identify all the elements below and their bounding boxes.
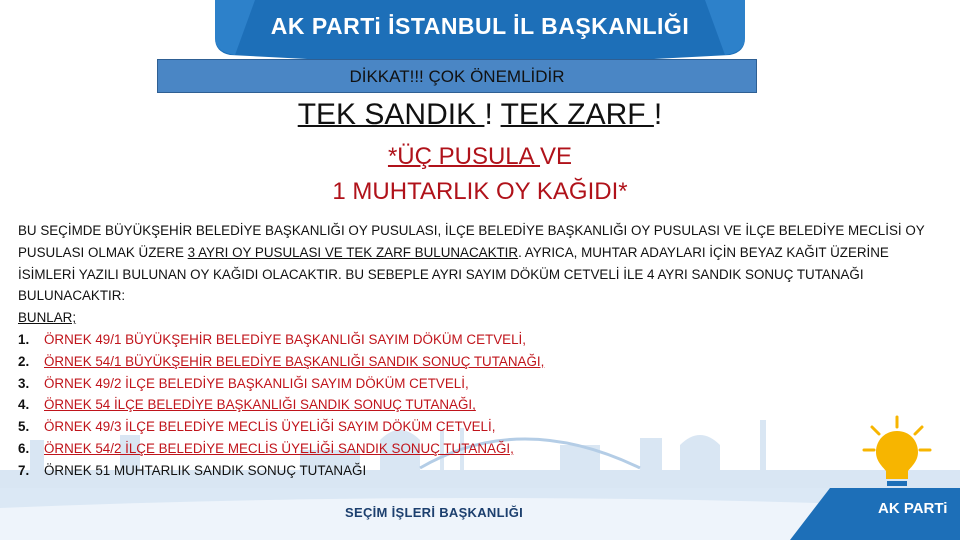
intro-paragraph bbox=[18, 220, 943, 307]
intro-text-underlined: 3 AYRI OY PUSULASI VE TEK ZARF BULUNACAKTIR bbox=[187, 244, 519, 260]
list-title: BUNLAR; bbox=[18, 310, 77, 326]
headline-part-ve: VE bbox=[540, 143, 573, 170]
headline-muhtarlik: 1 MUHTARLIK OY KAĞIDI* bbox=[332, 178, 628, 205]
tutanak-list bbox=[18, 329, 943, 482]
headline-part-tek-zarf: TEK ZARF bbox=[500, 98, 654, 131]
intro-text-c: . AYRICA, MUHTAR ADAYLARI İÇİN BEYAZ KAĞIT ÜZERİNE İSİMLERİ YAZILI BULUNAN OY KAĞIDI OLACAKTIR. BU SEBEPLE AYRI SAYIM DÖKÜM CETVELİ İLE 4 AYRI SANDIK SONUÇ TUTANAĞI BULUNACAKTIR: bbox=[18, 244, 889, 304]
banner-title: AK PARTi İSTANBUL İL BAŞKANLIĞI bbox=[270, 13, 690, 39]
list-item: 2. ÖRNEK 54/1 BÜYÜKŞEHİR BELEDİYE BAŞKANLIĞI SANDIK SONUÇ TUTANAĞI, bbox=[18, 353, 545, 369]
headline-part-uc-pusula: *ÜÇ PUSULA bbox=[387, 143, 541, 170]
list-item: 5. ÖRNEK 49/3 İLÇE BELEDİYE MECLİS ÜYELİĞİ SAYIM DÖKÜM CETVELİ, bbox=[18, 419, 496, 435]
headline-exclaim-2: ! bbox=[653, 98, 663, 131]
logo-text: AK PARTi bbox=[878, 500, 948, 517]
headline-tek-sandik bbox=[0, 98, 960, 132]
list-item: 4. ÖRNEK 54 İLÇE BELEDİYE BAŞKANLIĞI SANDIK SONUÇ TUTANAĞI, bbox=[18, 397, 476, 413]
list-item: 7. ÖRNEK 51 MUHTARLIK SANDIK SONUÇ TUTANAĞI bbox=[18, 462, 367, 478]
headline-part-tek-sandik: TEK SANDIK bbox=[297, 98, 485, 131]
headline-exclaim-1: ! bbox=[484, 98, 501, 131]
footer-department: SEÇİM İŞLERİ BAŞKANLIĞI bbox=[345, 505, 524, 520]
notice-box: DİKKAT!!! ÇOK ÖNEMLİDİR bbox=[157, 59, 757, 93]
body-content bbox=[18, 220, 943, 482]
headline-uc-pusula bbox=[0, 143, 960, 171]
list-item: 1. ÖRNEK 49/1 BÜYÜKŞEHİR BELEDİYE BAŞKANLIĞI SAYIM DÖKÜM CETVELİ, bbox=[18, 331, 526, 347]
intro-text-a: BU SEÇİMDE BÜYÜKŞEHİR BELEDİYE BAŞKANLIĞI OY PUSULASI, İLÇE BELEDİYE BAŞKANLIĞI OY PUSULASI VE İLÇE BELEDİYE MECLİSİ OY PUSULASI OLMAK ÜZERE bbox=[18, 223, 925, 260]
lightbulb-logo-icon bbox=[862, 415, 932, 500]
list-item: 3. ÖRNEK 49/2 İLÇE BELEDİYE BAŞKANLIĞI SAYIM DÖKÜM CETVELİ, bbox=[18, 375, 469, 391]
list-item: 6. ÖRNEK 54/2 İLÇE BELEDİYE MECLİS ÜYELİĞİ SANDIK SONUÇ TUTANAĞI, bbox=[18, 440, 514, 456]
